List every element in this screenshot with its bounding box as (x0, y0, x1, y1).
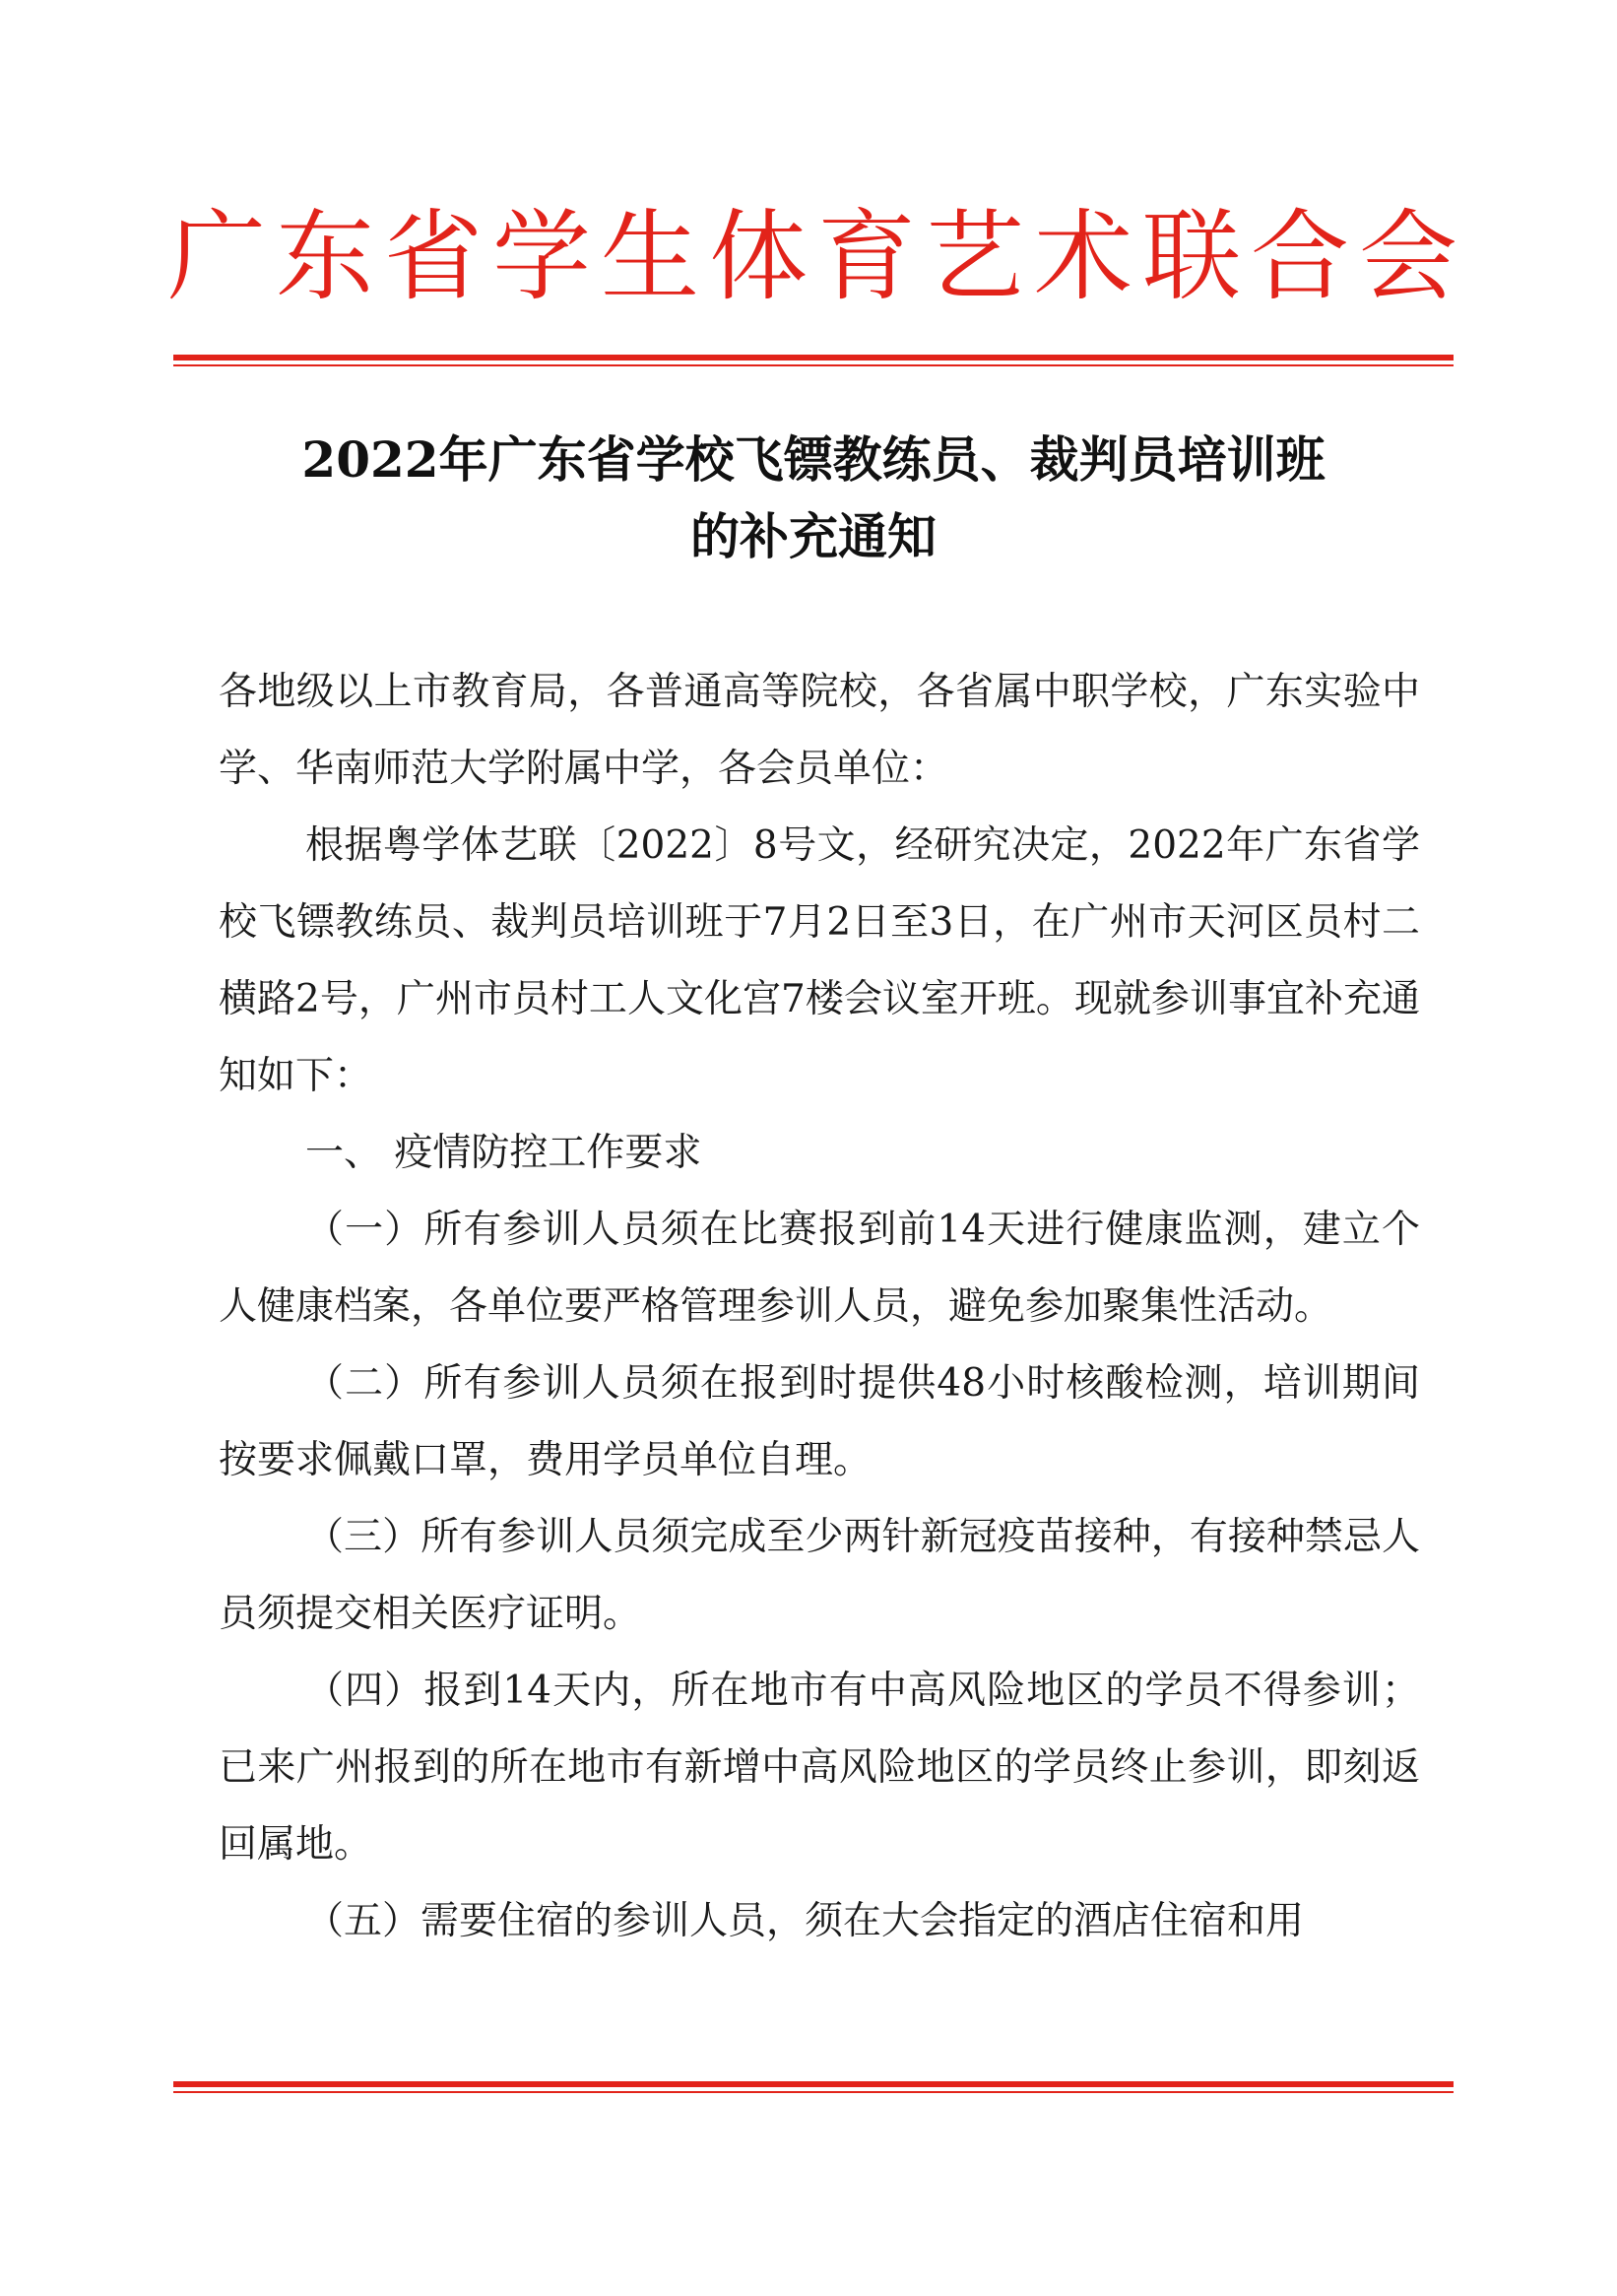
footer-rule-thin (173, 2091, 1454, 2093)
list-item: （二）所有参训人员须在报到时提供48小时核酸检测，培训期间按要求佩戴口罩，费用学员单位自理。 (219, 1361, 1420, 1482)
salutation: 各地级以上市教育局，各普通高等院校，各省属中职学校，广东实验中学、华南师范大学附属中学，各会员单位： (219, 670, 1420, 791)
list-item: （五）需要住宿的参训人员，须在大会指定的酒店住宿和用 (305, 1899, 1305, 1943)
list-item: （一）所有参训人员须在比赛报到前14天进行健康监测，建立个人健康档案，各单位要严格管理参训人员，避免参加聚集性活动。 (219, 1208, 1420, 1329)
letterhead-rule-thin (173, 364, 1454, 366)
letterhead-org-name: 广东省学生体育艺术联合会 (167, 199, 1467, 314)
footer-rule-thick (173, 2081, 1454, 2087)
document-title (173, 422, 1454, 575)
document-title-line-2: 的补充通知 (690, 507, 937, 565)
letterhead-rule-thick (173, 355, 1454, 361)
document-title-line-1: 2022年广东省学校飞镖教练员、裁判员培训班 (301, 430, 1326, 489)
list-item: （四）报到14天内，所在地市有中高风险地区的学员不得参训；已来广州报到的所在地市有新增中高风险地区的学员终止参训，即刻返回属地。 (219, 1669, 1420, 1867)
list-item: （三）所有参训人员须完成至少两针新冠疫苗接种，有接种禁忌人员须提交相关医疗证明。 (219, 1515, 1420, 1636)
section-heading-epidemic: 一、 疫情防控工作要求 (305, 1131, 702, 1175)
document-body (219, 654, 1420, 1960)
intro-paragraph: 根据粤学体艺联〔2022〕8号文，经研究决定，2022年广东省学校飞镖教练员、裁判员培训班于7月2日至3日，在广州市天河区员村二横路2号，广州市员村工人文化宫7楼会议室开班。现就参训事宜补充通知如下： (219, 823, 1420, 1098)
